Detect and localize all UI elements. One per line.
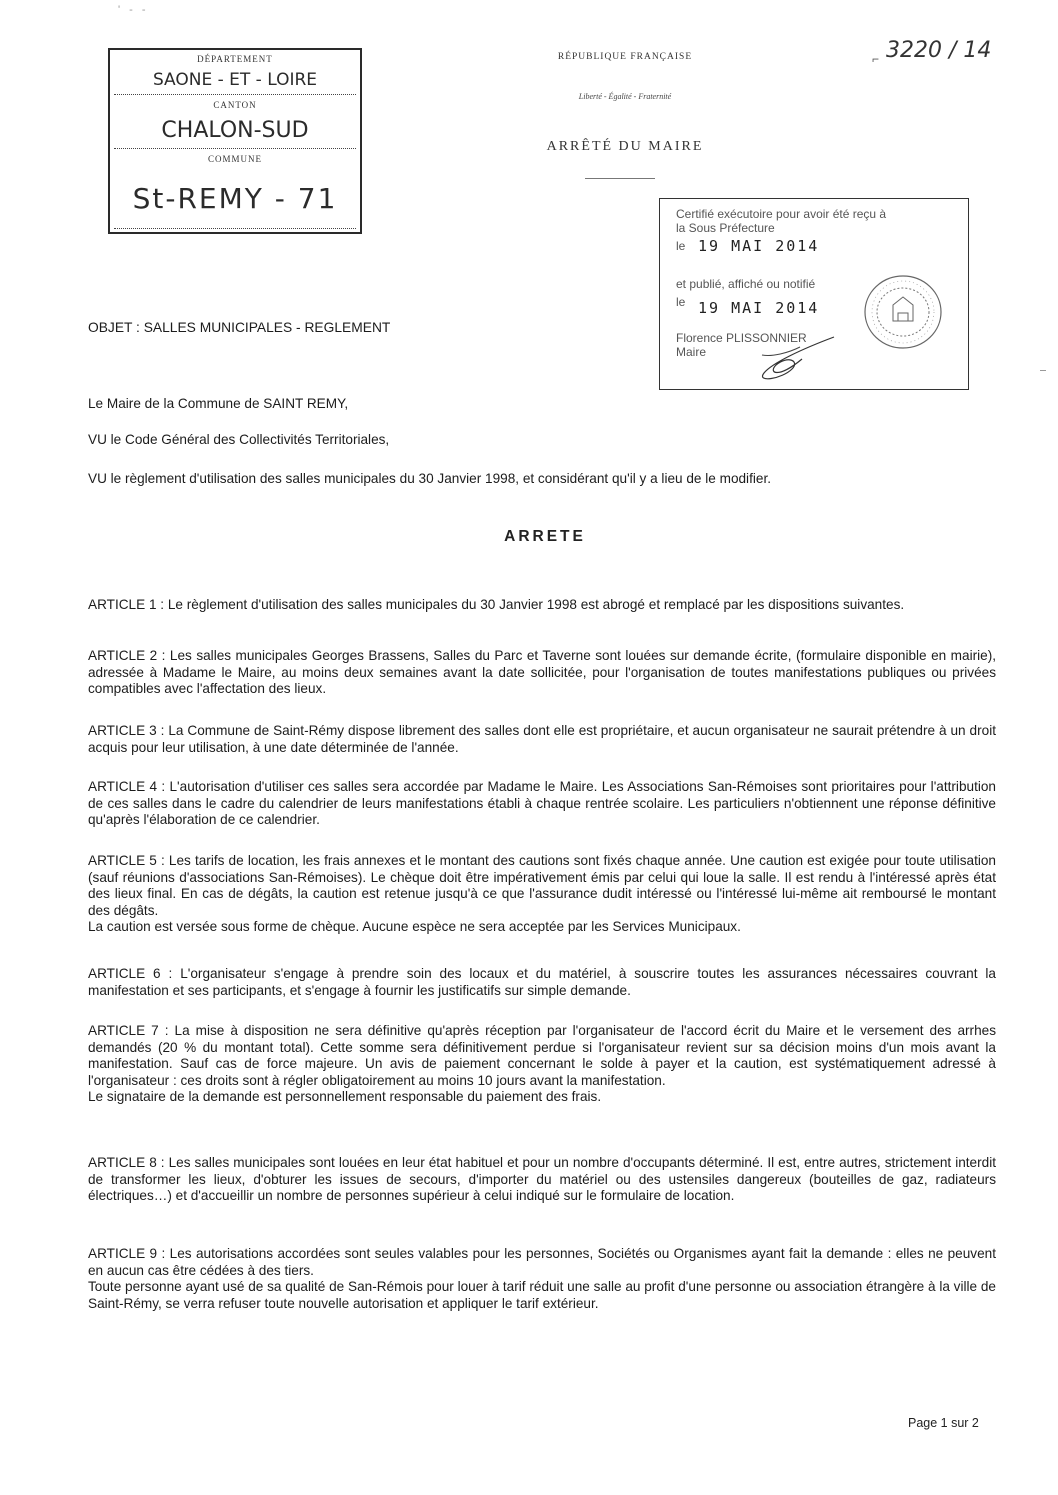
stamp-le1: le [676,239,686,253]
article-9: ARTICLE 9 : Les autorisations accordées sont seules valables pour les personnes, Sociétés ou Organismes ayant fait la demande : elles ne peuvent en aucun cas être cédées à des tiers. Toute personne ayant usé de sa qualité de San-Rémois pour louer à tarif réduit une salle au profit d'une personne ou association étrangère à la ville de Saint-Rémy, se verra refuser toute nouvelle autorisation et appliquer le tarif extérieur. [88,1246,996,1311]
article-6: ARTICLE 6 : L'organisateur s'engage à prendre soin des locaux et du matériel, à souscrire toutes les assurances nécessaires couvrant la manifestation et ses participants, et s'engage à fournir les justificatifs sur simple demande. [88,966,996,998]
canton-label: CANTON [213,100,257,110]
certification-stamp [659,198,969,390]
arrete-title: ARRETE [504,528,586,545]
departement-value: SAONE - ET - LOIRE [152,70,318,90]
article-8: ARTICLE 8 : Les salles municipales sont louées en leur état habituel et pour un nombre d'occupants déterminé. Il est, entre autres, strictement interdit de transformer les lieux, d'obturer les issues de secours, d'importer du matériel ou des ustensiles dangereux (bouteilles de gaz, radiateurs électriques…) et d'accueillir un nombre de personnes supérieur à celui indiqué sur le formulaire de location. [88,1155,996,1204]
stamp-signatory-role: Maire [676,345,707,359]
corner-mark: ' - - [118,4,149,16]
scan-artifact [1040,370,1046,371]
stamp-le2: le [676,295,686,309]
article-2: ARTICLE 2 : Les salles municipales Georges Brassens, Salles du Parc et Taverne sont louées sur demande écrite, (formulaire disponible en mairie), adressée à Madame le Maire, au moins deux semaines avant la date sollicitée, pour l'organisation de toutes manifestations publiques ou privées compatibles avec l'affectation des lieux. [88,648,996,697]
devise: Liberté - Égalité - Fraternité [578,92,672,101]
article-1: ARTICLE 1 : Le règlement d'utilisation des salles municipales du 30 Janvier 1998 est abrogé et remplacé par les dispositions suivantes. [88,597,905,612]
commune-label: COMMUNE [207,154,262,164]
stamp-line2: la Sous Préfecture [676,221,775,235]
page-number: Page 1 sur 2 [908,1416,979,1430]
article-3: ARTICLE 3 : La Commune de Saint-Rémy dispose librement des salles dont elle est propriétaire, et aucun organisateur ne saurait prétendre à un droit acquis pour leur utilisation, à une date déterminée de l'année. [88,723,996,755]
stamp-line1: Certifié exécutoire pour avoir été reçu à [676,207,887,221]
signature [742,329,842,385]
arrete-du-maire-title: ARRÊTÉ DU MAIRE [546,139,704,154]
departement-label: DÉPARTEMENT [197,54,273,64]
article-7: ARTICLE 7 : La mise à disposition ne sera définitive qu'après réception par l'organisateur de l'accord écrit du Maire et le versement des arrhes demandés (20 % du montant total). Cette somme sera définitivement perdue si l'organisateur revient sur sa décision moins d'un mois avant la manifestation. Sauf cas de force majeure. Un avis de paiement concernant le solde à payer et la caution, est systématiquement adressé à l'organisateur : ces droits sont à régler obligatoirement au moins 10 jours avant la manifestation. Le signataire de la demande est personnellement responsable du paiement des frais. [88,1023,996,1105]
intro-maire: Le Maire de la Commune de SAINT REMY, [88,396,349,411]
stamp-date1: 19 MAI 2014 [698,237,820,255]
reference-number: 3220 / 14 [886,38,992,63]
article-4: ARTICLE 4 : L'autorisation d'utiliser ces salles sera accordée par Madame le Maire. Les Associations San-Rémoises sont prioritaires pour l'attribution de ces salles dans le cadre du calendrier de leurs manifestations établi à chaque rentrée scolaire. Les particuliers n'obtiennent une réponse définitive qu'après l'élaboration de ce calendrier. [88,779,996,828]
stamp-signatory-name: Florence PLISSONNIER [676,331,807,345]
ref-mark: ⌐ [872,52,880,66]
article-5: ARTICLE 5 : Les tarifs de location, les frais annexes et le montant des cautions sont fixés chaque année. Une caution est exigée pour toute utilisation (sauf réunions d'associations San-Rémoises). Le chèque doit être impérativement émis par celui qui loue la salle. Il est rendu à l'intéressé après état des lieux final. En cas de dégâts, la caution est retenue jusqu'à ce que l'assurance dudit intéressé ou l'intéressé lui-même ait remboursé le montant des dégâts. La caution est versée sous forme de chèque. Aucune espèce ne sera acceptée par les Services Municipaux. [88,853,996,935]
commune-value: St-REMY - 71 [132,182,338,215]
canton-value: CHALON-SUD [161,118,309,143]
stamp-date2: 19 MAI 2014 [698,299,820,317]
republique-header: RÉPUBLIQUE FRANÇAISE [557,52,693,62]
objet: OBJET : SALLES MUNICIPALES - REGLEMENT [88,320,391,335]
intro-code: VU le Code Général des Collectivités Territoriales, [88,432,390,447]
administrative-box [108,48,362,234]
mairie-seal-icon [860,271,946,353]
stamp-line3: et publié, affiché ou notifié [676,277,816,291]
intro-reglement: VU le règlement d'utilisation des salles municipales du 30 Janvier 1998, et considérant qu'il y a lieu de le modifier. [88,471,771,486]
header-underline [585,178,655,179]
